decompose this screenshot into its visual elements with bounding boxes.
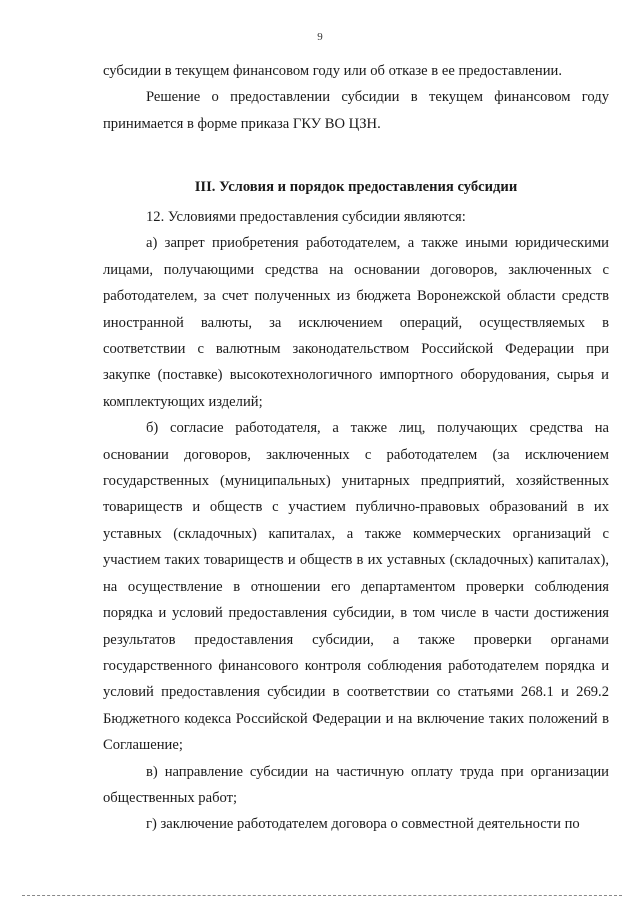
- item-b: б) согласие работодателя, а также лиц, получающих средства на основании договоров, заключенных с работодателем (за исключением государственных (муниципальных) унитарных предприятий, хозяйственных товариществ и обществ с участием публично-правовых образований в их уставных (складочных) капиталах, а также коммерческих организаций с участием таких товариществ и обществ в их уставных (складочных) капиталах), на осуществление в отношении его департаментом проверки соблюдения порядка и условий предоставления субсидии, в том числе в части достижения результатов предоставления субсидии, а также проверки органами государственного финансового контроля соблюдения работодателем порядка и условий предоставления субсидии в соответствии со статьями 268.1 и 269.2 Бюджетного кодекса Российской Федерации и на включение таких положений в Соглашение;: [103, 420, 609, 754]
- intro-line: субсидии в текущем финансовом году или об отказе в ее предоставлении.: [103, 63, 562, 79]
- item-g: г) заключение работодателем договора о совместной деятельности по: [146, 816, 580, 833]
- section-body: [103, 204, 609, 838]
- intro-block: [103, 58, 609, 137]
- item-a: а) запрет приобретения работодателем, а также иными юридическими лицами, получающими средства на основании договоров, заключенных с работодателем, за счет полученных из бюджета Воронежской области средств иностранной валюты, за исключением операций, осуществляемых в соответствии с валютным законодательством Российской Федерации при закупке (поставке) высокотехнологичного импортного оборудования, сырья и комплектующих изделий;: [103, 235, 609, 410]
- page-number: 9: [317, 31, 323, 43]
- intro-paragraph: Решение о предоставлении субсидии в текущем финансовом году принимается в форме приказа ГКУ ВО ЦЗН.: [103, 89, 609, 132]
- scan-edge-line: [22, 895, 622, 897]
- section-heading: III. Условия и порядок предоставления субсидии: [194, 179, 518, 195]
- item-v: в) направление субсидии на частичную оплату труда при организации общественных работ;: [103, 763, 609, 806]
- paragraph-12: 12. Условиями предоставления субсидии являются:: [146, 209, 466, 225]
